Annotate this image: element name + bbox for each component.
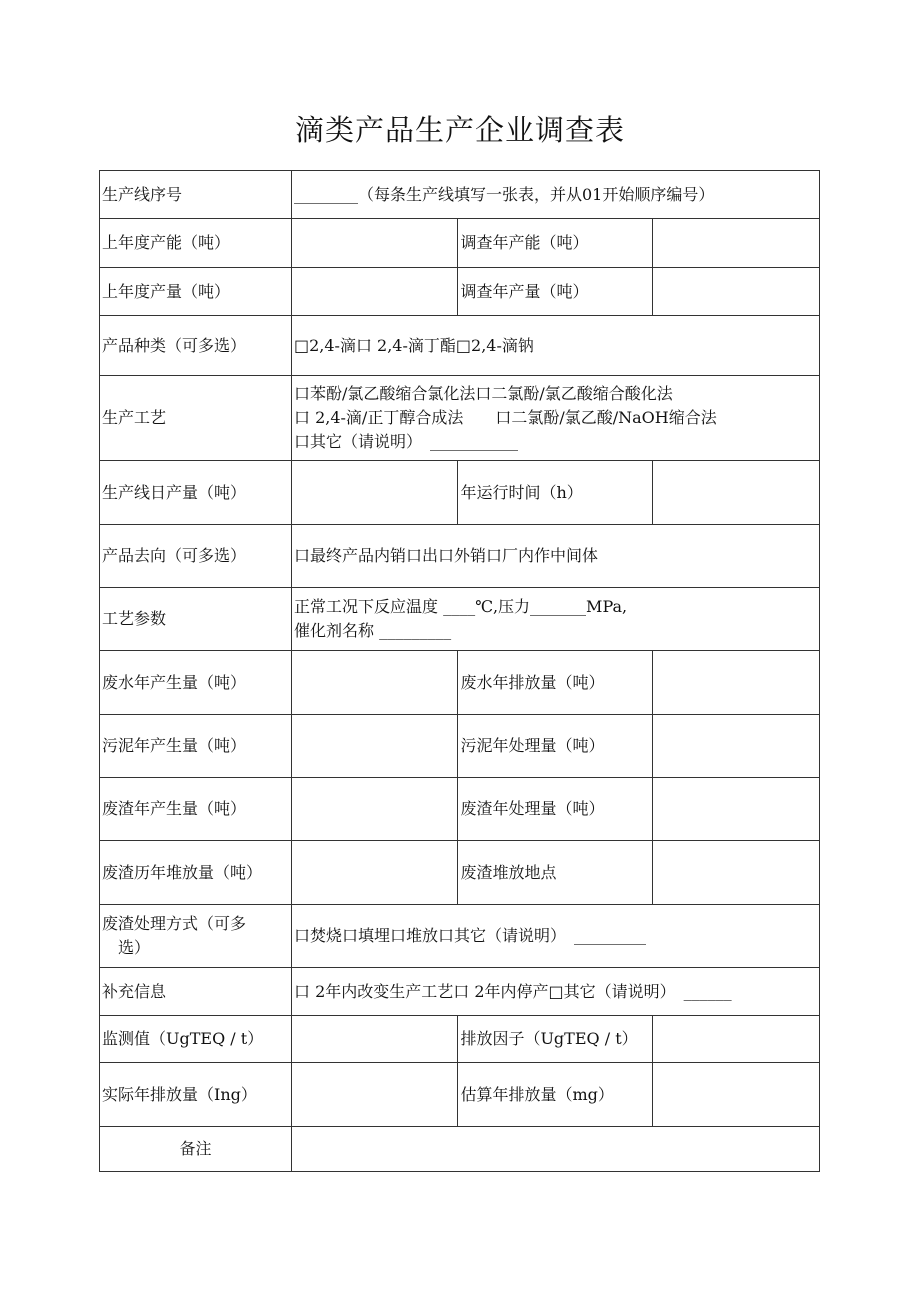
row-capacity	[100, 219, 820, 268]
row-wastewater	[100, 651, 820, 715]
row-monitoring	[100, 1016, 820, 1063]
row-residue-treatment	[100, 905, 820, 968]
field-daily-output[interactable]	[291, 461, 457, 525]
label-residue-treatment-line-1: 废渣处理方式（可多	[102, 914, 247, 933]
label-residue-treatment-line-2: 选）	[118, 938, 151, 957]
process-option-line-3: 口其它（请说明） ___________	[293, 432, 518, 451]
page-title: 滴类产品生产企业调查表	[294, 113, 625, 147]
field-sludge-generated[interactable]	[291, 715, 457, 778]
field-extra-info[interactable]: 口 2年内改变生产工艺口 2年内停产□其它（请说明） ______	[291, 968, 819, 1016]
field-residue-treatment[interactable]: 口焚烧口填埋口堆放口其它（请说明） _________	[291, 905, 819, 968]
row-residue	[100, 778, 820, 841]
row-product-type	[100, 316, 820, 376]
field-residue-location[interactable]	[653, 841, 820, 905]
field-residue-history[interactable]	[291, 841, 457, 905]
field-wastewater-generated[interactable]	[291, 651, 457, 715]
row-extra-info	[100, 968, 820, 1016]
label-extra-info: 补充信息	[100, 968, 292, 1016]
row-daily-output	[100, 461, 820, 525]
row-annual-emission	[100, 1063, 820, 1127]
field-remarks[interactable]	[291, 1127, 819, 1172]
field-sludge-treated[interactable]	[653, 715, 820, 778]
field-estimated-emission[interactable]	[653, 1063, 820, 1127]
field-residue-treated[interactable]	[653, 778, 820, 841]
field-survey-year-capacity[interactable]	[653, 219, 820, 268]
field-monitoring-value[interactable]	[291, 1016, 457, 1063]
row-remarks	[100, 1127, 820, 1172]
field-survey-year-output[interactable]	[653, 268, 820, 316]
field-annual-hours[interactable]	[653, 461, 820, 525]
row-process	[100, 376, 820, 461]
row-sludge	[100, 715, 820, 778]
field-emission-factor[interactable]	[653, 1016, 820, 1063]
params-line-1: 正常工况下反应温度 ____℃,压力_______MPa,	[293, 597, 628, 616]
label-wastewater-generated: 废水年产生量（吨）	[100, 651, 292, 715]
params-line-2: 催化剂名称 _________	[293, 621, 452, 640]
field-wastewater-discharged[interactable]	[653, 651, 820, 715]
row-line-no	[100, 171, 820, 219]
label-estimated-emission: 估算年排放量（mg）	[458, 1063, 653, 1127]
field-product-type[interactable]: □2,4-滴口 2,4-滴丁酯□2,4-滴钠	[291, 316, 819, 376]
row-residue-history	[100, 841, 820, 905]
label-last-year-capacity: 上年度产能（吨）	[100, 219, 292, 268]
field-process[interactable]	[291, 376, 819, 461]
field-actual-emission[interactable]	[291, 1063, 457, 1127]
label-destination: 产品去向（可多选）	[100, 525, 292, 588]
label-process: 生产工艺	[100, 376, 292, 461]
label-sludge-treated: 污泥年处理量（吨）	[458, 715, 653, 778]
field-destination[interactable]: 口最终产品内销口出口外销口厂内作中间体	[291, 525, 819, 588]
label-last-year-output: 上年度产量（吨）	[100, 268, 292, 316]
label-product-type: 产品种类（可多选）	[100, 316, 292, 376]
label-residue-history: 废渣历年堆放量（吨）	[100, 841, 292, 905]
label-residue-generated: 废渣年产生量（吨）	[100, 778, 292, 841]
label-wastewater-discharged: 废水年排放量（吨）	[458, 651, 653, 715]
field-last-year-capacity[interactable]	[291, 219, 457, 268]
label-residue-location: 废渣堆放地点	[458, 841, 653, 905]
label-daily-output: 生产线日产量（吨）	[100, 461, 292, 525]
row-process-params	[100, 588, 820, 651]
process-option-line-1: 口苯酚/氯乙酸缩合氯化法口二氯酚/氯乙酸缩合酸化法	[293, 384, 673, 403]
label-remarks: 备注	[100, 1127, 292, 1172]
label-actual-emission: 实际年排放量（Ing）	[100, 1063, 292, 1127]
field-residue-generated[interactable]	[291, 778, 457, 841]
label-monitoring-value: 监测值（UgTEQ / t）	[100, 1016, 292, 1063]
label-residue-treated: 废渣年处理量（吨）	[458, 778, 653, 841]
label-process-params: 工艺参数	[100, 588, 292, 651]
label-line-no: 生产线序号	[100, 171, 292, 219]
label-residue-treatment	[100, 905, 292, 968]
label-sludge-generated: 污泥年产生量（吨）	[100, 715, 292, 778]
process-option-line-2: 口 2,4-滴/正丁醇合成法 口二氯酚/氯乙酸/NaOH缩合法	[293, 408, 717, 427]
label-survey-year-capacity: 调查年产能（吨）	[458, 219, 653, 268]
field-line-no[interactable]: ________（每条生产线填写一张表，并从01开始顺序编号）	[291, 171, 819, 219]
survey-table	[99, 170, 820, 1172]
label-annual-hours: 年运行时间（h）	[458, 461, 653, 525]
row-destination	[100, 525, 820, 588]
field-process-params[interactable]	[291, 588, 819, 651]
label-survey-year-output: 调查年产量（吨）	[458, 268, 653, 316]
field-last-year-output[interactable]	[291, 268, 457, 316]
row-output	[100, 268, 820, 316]
label-emission-factor: 排放因子（UgTEQ / t）	[458, 1016, 653, 1063]
